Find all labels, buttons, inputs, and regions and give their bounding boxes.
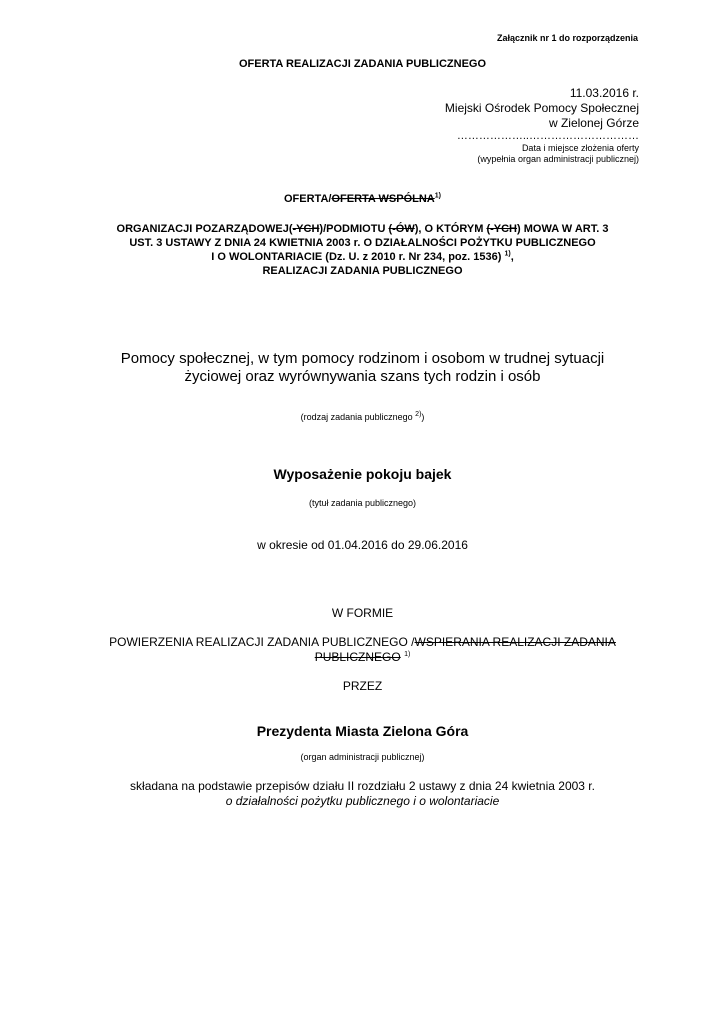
org-text-2: )/PODMIOTU — [319, 223, 389, 235]
organization-line4: REALIZACJI ZADANIA PUBLICZNEGO — [262, 265, 463, 277]
org-struck-1: -YCH — [292, 223, 320, 235]
form-footnote: 1) — [404, 651, 411, 658]
task-type — [0, 350, 725, 386]
submission-date: 11.03.2016 r. — [569, 86, 639, 100]
offer-footnote: 1) — [434, 192, 441, 200]
form-type — [90, 635, 635, 665]
task-type-line1: Pomocy społecznej, w tym pomocy rodzinom i osobom w trudnej sytuacji — [120, 350, 605, 367]
organization-line2: UST. 3 USTAWY Z DNIA 24 KWIETNIA 2003 r. O DZIAŁALNOŚCI POŻYTKU PUBLICZNEGO — [129, 237, 596, 249]
offer-label: OFERTA/ — [284, 193, 332, 205]
org-text-3: ), O KTÓRYM — [414, 223, 487, 235]
form-slash: / — [407, 635, 415, 649]
form-entrusting: POWIERZENIA REALIZACJI ZADANIA PUBLICZNEGO — [109, 635, 408, 649]
legal-basis-line2: o działalności pożytku publicznego i o wolontariacie — [225, 794, 500, 808]
by-label: PRZEZ — [342, 679, 383, 693]
date-caption-line1: Data i miejsce złożenia oferty — [521, 143, 639, 153]
authority-name: Prezydenta Miasta Zielona Góra — [256, 723, 469, 739]
org-line3-end: , — [510, 251, 514, 263]
task-type-footnote: 2) — [415, 411, 422, 418]
legal-basis-line1: składana na podstawie przepisów działu II rozdziału 2 ustawy z dnia 24 kwietnia 2003 r. — [130, 779, 595, 793]
date-place-block — [339, 86, 639, 131]
form-label: W FORMIE — [331, 606, 394, 620]
org-struck-3: (-YCH — [486, 223, 517, 235]
org-text-4: ) MOWA W ART. 3 — [517, 223, 609, 235]
offer-type-heading — [0, 193, 725, 205]
submission-place-line2: w Zielonej Górze — [548, 116, 639, 130]
organization-line1 — [0, 222, 725, 236]
org-text-1: ORGANIZACJI POZARZĄDOWEJ( — [116, 223, 293, 235]
submission-place-line1: Miejski Ośrodek Pomocy Społecznej — [444, 101, 639, 115]
date-caption-line2: (wypełnia organ administracji publicznej) — [477, 154, 639, 164]
dotted-line: ………………..………………………… — [456, 130, 639, 142]
document-title: OFERTA REALIZACJI ZADANIA PUBLICZNEGO — [238, 58, 487, 70]
org-line3-text: I O WOLONTARIACIE (Dz. U. z 2010 r. Nr 234, poz. 1536) — [211, 251, 502, 263]
task-type-line2: życiowej oraz wyrównywania szans tych rodzin i osób — [184, 368, 541, 385]
joint-offer-struck: OFERTA WSPÓLNA — [331, 193, 435, 205]
legal-basis — [0, 779, 725, 809]
task-type-caption — [0, 412, 725, 422]
attachment-label: Załącznik nr 1 do rozporządzenia — [496, 33, 638, 43]
org-struck-2: (-ÓW — [388, 223, 415, 235]
authority-caption: (organ administracji publicznej) — [300, 752, 425, 762]
task-title-caption: (tytuł zadania publicznego) — [308, 498, 417, 508]
task-period: w okresie od 01.04.2016 do 29.06.2016 — [257, 538, 468, 552]
organization-line3 — [0, 250, 725, 264]
date-place-caption — [339, 143, 639, 165]
task-title: Wyposażenie pokoju bajek — [273, 466, 452, 482]
task-type-caption-end: ) — [421, 412, 425, 422]
form-support-struck: WSPIERANIA REALIZACJI ZADANIA PUBLICZNEGO — [314, 635, 616, 664]
task-type-caption-text: (rodzaj zadania publicznego — [300, 412, 413, 422]
org-footnote: 1) — [504, 250, 511, 258]
organization-heading — [0, 222, 725, 278]
